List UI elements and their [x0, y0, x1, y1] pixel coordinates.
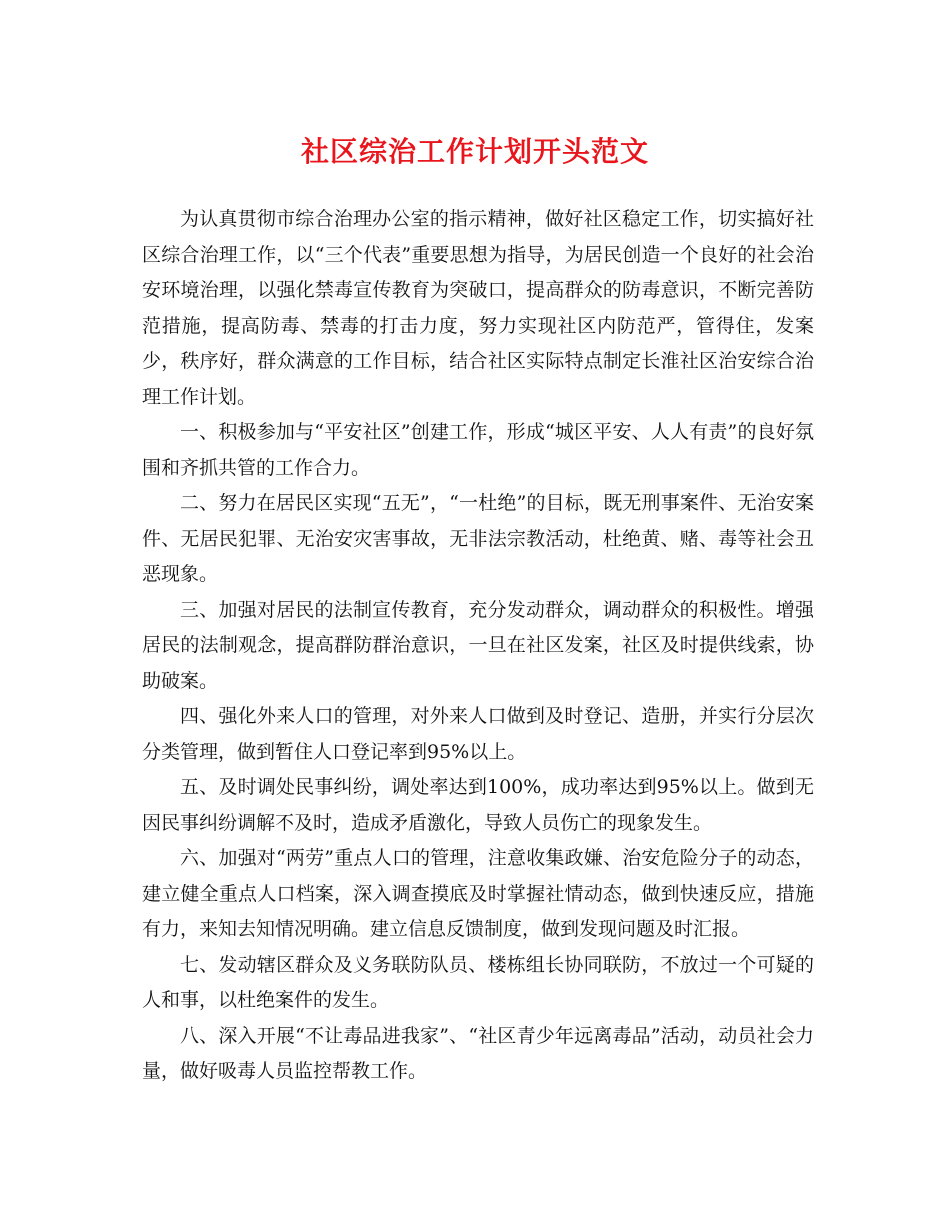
paragraph-item-1: 一、积极参加与“平安社区”创建工作，形成“城区平安、人人有责”的良好氛围和齐抓共管的工作合力。: [142, 421, 814, 479]
paragraph-item-6: 六、加强对“两劳”重点人口的管理，注意收集政嫌、治安危险分子的动态，建立健全重点人口档案，深入调查摸底及时掌握社情动态，做到快速反应，措施有力，来知去知情况明确。建立信息反馈制度，做到发现问题及时汇报。: [142, 847, 814, 940]
paragraph-item-4: 四、强化外来人口的管理，对外来人口做到及时登记、造册，并实行分层次分类管理，做到暂住人口登记率到95%以上。: [142, 705, 814, 763]
paragraph-item-2: 二、努力在居民区实现“五无”，“一杜绝”的目标，既无刑事案件、无治安案件、无居民犯罪、无治安灾害事故，无非法宗教活动，杜绝黄、赌、毒等社会丑恶现象。: [142, 492, 814, 585]
paragraph-item-8: 八、深入开展“不让毒品进我家”、“社区青少年远离毒品”活动，动员社会力量，做好吸毒人员监控帮教工作。: [142, 1024, 814, 1082]
paragraph-item-3: 三、加强对居民的法制宣传教育，充分发动群众，调动群众的积极性。增强居民的法制观念，提高群防群治意识，一旦在社区发案，社区及时提供线索，协助破案。: [142, 598, 814, 692]
paragraph-intro: 为认真贯彻市综合治理办公室的指示精神，做好社区稳定工作，切实搞好社区综合治理工作，以“三个代表”重要思想为指导，为居民创造一个良好的社会治安环境治理，以强化禁毒宣传教育为突破口，提高群众的防毒意识，不断完善防范措施，提高防毒、禁毒的打击力度，努力实现社区内防范严，管得住，发案少，秩序好，群众满意的工作目标，结合社区实际特点制定长淮社区治安综合治理工作计划。: [142, 208, 814, 408]
paragraph-item-5: 五、及时调处民事纠纷，调处率达到100%，成功率达到95%以上。做到无因民事纠纷调解不及时，造成矛盾激化，导致人员伤亡的现象发生。: [142, 776, 814, 834]
page-title: 社区综治工作计划开头范文: [300, 135, 649, 168]
document-body: [142, 202, 814, 1090]
paragraph-item-7: 七、发动辖区群众及义务联防队员、楼栋组长协同联防，不放过一个可疑的人和事，以杜绝案件的发生。: [142, 953, 814, 1011]
